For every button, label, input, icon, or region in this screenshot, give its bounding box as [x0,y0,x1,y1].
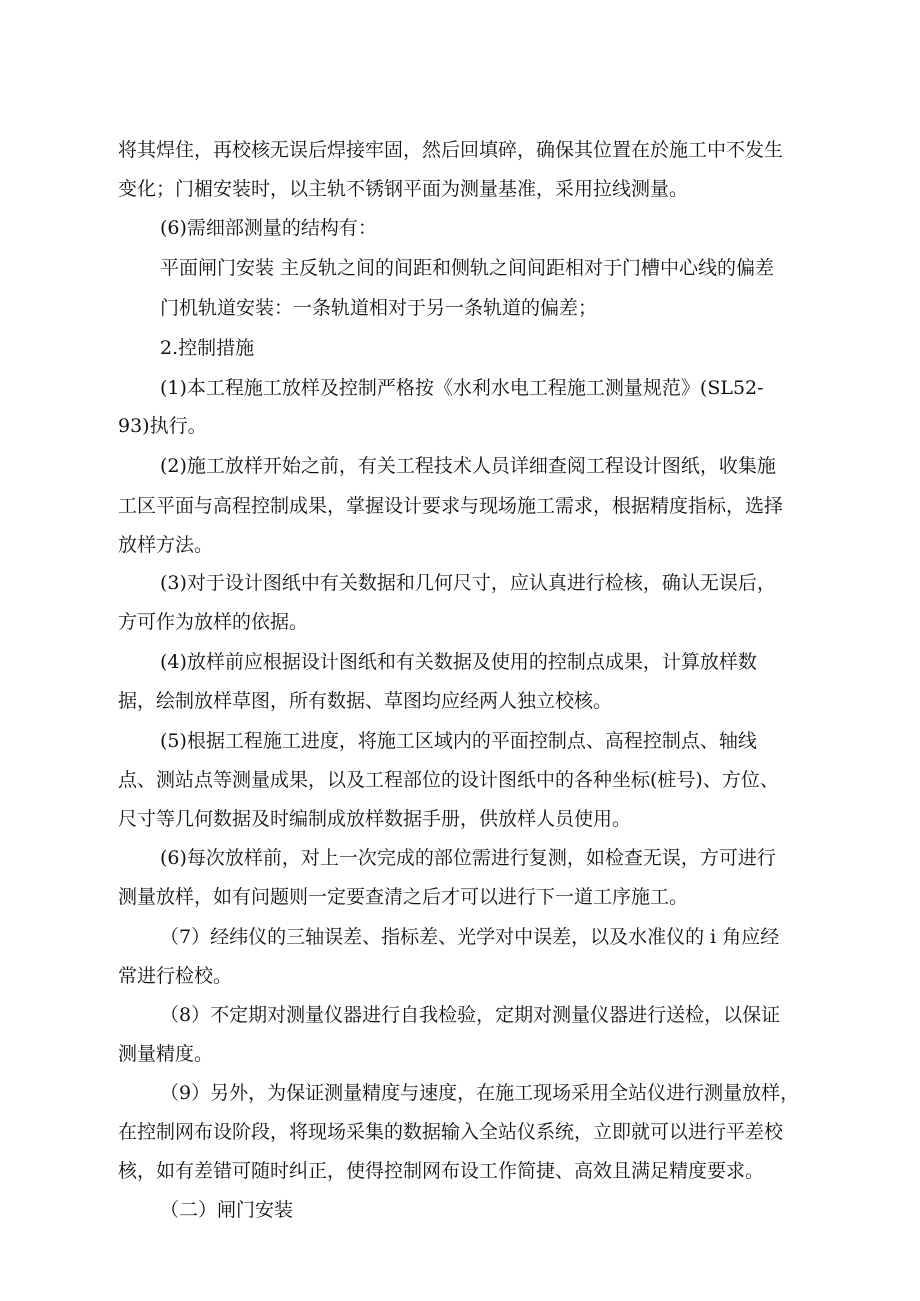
section-heading: 2.控制措施 [160,337,255,359]
text-line: (2)施工放样开始之前，有关工程技术人员详细查阅工程设计图纸，收集施 [160,455,776,477]
text-line: 工区平面与高程控制成果，掌握设计要求与现场施工需求，根据精度指标，选择 [118,495,784,517]
text-line: 常进行检校。 [118,965,233,987]
text-line: (6)需细部测量的结构有： [160,217,377,239]
text-line: （8）不定期对测量仪器进行自我检验，定期对测量仪器进行送检，以保证 [160,1004,781,1026]
text-line: (5)根据工程施工进度，将施工区域内的平面控制点、高程控制点、轴线 [160,730,757,752]
text-line: 门机轨道安装：一条轨道相对于另一条轨道的偏差； [160,297,598,319]
text-line: 据，绘制放样草图，所有数据、草图均应经两人独立校核。 [118,690,613,712]
text-line: 在控制网布设阶段，将现场采集的数据输入全站仪系统，立即就可以进行平差校 [118,1121,784,1143]
text-line: 将其焊住，再校核无误后焊接牢固，然后回填碎，确保其位置在於施工中不发生 [118,139,784,161]
text-line: 核，如有差错可随时纠正，使得控制网布设工作简捷、高效且满足精度要求。 [118,1160,765,1182]
text-line: 尺寸等几何数据及时编制成放样数据手册，供放样人员使用。 [118,808,632,830]
text-line: 变化；门楣安装时，以主轨不锈钢平面为测量基准，采用拉线测量。 [118,178,689,200]
text-line: 方可作为放样的依据。 [118,611,309,633]
text-line: （7）经纬仪的三轴误差、指标差、光学对中误差，以及水准仪的 i 角应经 [160,926,780,948]
section-heading: （二）闸门安装 [160,1199,294,1221]
text-line: 点、测站点等测量成果，以及工程部位的设计图纸中的各种坐标(桩号)、方位、 [118,769,779,791]
text-line: 平面闸门安装 主反轨之间的间距和侧轨之间间距相对于门槽中心线的偏差 [160,257,775,279]
text-line: (4)放样前应根据设计图纸和有关数据及使用的控制点成果，计算放样数 [160,651,757,673]
text-line: 放样方法。 [118,534,214,556]
text-line: (1)本工程施工放样及控制严格按《水利水电工程施工测量规范》(SL52- [160,377,764,399]
text-line: 测量放样，如有问题则一定要查清之后才可以进行下一道工序施工。 [118,886,689,908]
text-line: 93)执行。 [118,415,207,437]
text-line: (3)对于设计图纸中有关数据和几何尺寸，应认真进行检核，确认无误后， [160,572,776,594]
text-line: 测量精度。 [118,1043,214,1065]
text-line: （9）另外，为保证测量精度与速度，在施工现场采用全站仪进行测量放样， [160,1082,800,1104]
text-line: (6)每次放样前，对上一次完成的部位需进行复测，如检查无误，方可进行 [160,847,776,869]
